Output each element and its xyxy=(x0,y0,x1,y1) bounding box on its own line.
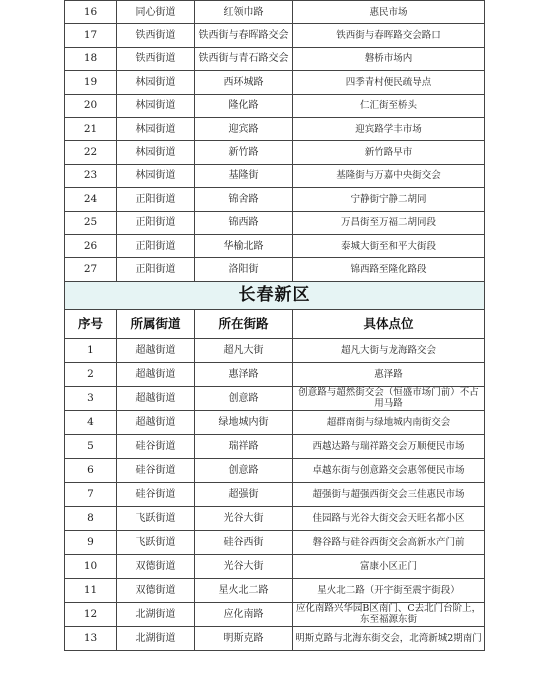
cell-location: 惠民市场 xyxy=(293,1,485,24)
cell-location: 磐谷路与硅谷西街交会高新水产门前 xyxy=(293,530,485,554)
cell-index: 12 xyxy=(65,602,117,626)
table-body-lower xyxy=(65,338,485,650)
cell-location: 泰城大街至和平大街段 xyxy=(293,234,485,257)
cell-street: 创意路 xyxy=(195,386,293,410)
cell-street: 应化南路 xyxy=(195,602,293,626)
cell-street: 惠泽路 xyxy=(195,362,293,386)
cell-location: 卓越东街与创意路交会惠邻便民市场 xyxy=(293,458,485,482)
cell-street: 光谷大街 xyxy=(195,506,293,530)
cell-location: 明斯克路与北海东街交会，北湾新城2期南门 xyxy=(293,626,485,650)
cell-street: 华榆北路 xyxy=(195,234,293,257)
cell-subdistrict: 正阳街道 xyxy=(117,234,195,257)
cell-street: 新竹路 xyxy=(195,141,293,164)
table-row xyxy=(65,506,485,530)
cell-location: 超凡大街与龙海路交会 xyxy=(293,338,485,362)
cell-subdistrict: 超越街道 xyxy=(117,362,195,386)
table-row xyxy=(65,24,485,47)
cell-index: 26 xyxy=(65,234,117,257)
table-row xyxy=(65,434,485,458)
header-subdistrict: 所属街道 xyxy=(117,309,195,338)
cell-location: 超群南街与绿地城内南街交会 xyxy=(293,410,485,434)
cell-location: 星火北二路（开宇街至震宇街段） xyxy=(293,578,485,602)
cell-index: 22 xyxy=(65,141,117,164)
cell-index: 7 xyxy=(65,482,117,506)
cell-location: 富康小区正门 xyxy=(293,554,485,578)
table-row xyxy=(65,554,485,578)
cell-subdistrict: 林园街道 xyxy=(117,94,195,117)
section-title: 长春新区 xyxy=(65,281,485,309)
cell-location: 宁静街宁静二胡同 xyxy=(293,188,485,211)
cell-subdistrict: 铁西街道 xyxy=(117,47,195,70)
cell-index: 3 xyxy=(65,386,117,410)
cell-street: 光谷大街 xyxy=(195,554,293,578)
cell-index: 24 xyxy=(65,188,117,211)
table-body-upper xyxy=(65,1,485,282)
table-row xyxy=(65,410,485,434)
cell-location: 基隆街与万嘉中央街交会 xyxy=(293,164,485,187)
cell-subdistrict: 正阳街道 xyxy=(117,188,195,211)
cell-location: 西越达路与瑞祥路交会万顺便民市场 xyxy=(293,434,485,458)
header-row xyxy=(65,309,485,338)
table-row xyxy=(65,602,485,626)
cell-subdistrict: 飞跃街道 xyxy=(117,506,195,530)
table-row xyxy=(65,141,485,164)
cell-index: 1 xyxy=(65,338,117,362)
cell-index: 27 xyxy=(65,258,117,281)
table-row xyxy=(65,626,485,650)
cell-subdistrict: 飞跃街道 xyxy=(117,530,195,554)
cell-street: 锦西路 xyxy=(195,211,293,234)
table-row xyxy=(65,578,485,602)
cell-subdistrict: 双德街道 xyxy=(117,578,195,602)
cell-subdistrict: 北湖街道 xyxy=(117,626,195,650)
cell-subdistrict: 硅谷街道 xyxy=(117,434,195,458)
cell-street: 绿地城内街 xyxy=(195,410,293,434)
cell-subdistrict: 超越街道 xyxy=(117,338,195,362)
table-row xyxy=(65,362,485,386)
cell-index: 8 xyxy=(65,506,117,530)
cell-location: 磐桥市场内 xyxy=(293,47,485,70)
cell-subdistrict: 北湖街道 xyxy=(117,602,195,626)
cell-location: 迎宾路学丰市场 xyxy=(293,117,485,140)
document-page xyxy=(64,0,484,651)
cell-street: 红领巾路 xyxy=(195,1,293,24)
cell-index: 19 xyxy=(65,71,117,94)
cell-index: 18 xyxy=(65,47,117,70)
cell-street: 洛阳街 xyxy=(195,258,293,281)
cell-subdistrict: 铁西街道 xyxy=(117,24,195,47)
cell-subdistrict: 林园街道 xyxy=(117,71,195,94)
table-row xyxy=(65,71,485,94)
cell-subdistrict: 正阳街道 xyxy=(117,211,195,234)
cell-index: 23 xyxy=(65,164,117,187)
cell-street: 迎宾路 xyxy=(195,117,293,140)
cell-subdistrict: 超越街道 xyxy=(117,410,195,434)
cell-index: 20 xyxy=(65,94,117,117)
cell-street: 创意路 xyxy=(195,458,293,482)
cell-location: 四季青村便民疏导点 xyxy=(293,71,485,94)
cell-location: 惠泽路 xyxy=(293,362,485,386)
table-row xyxy=(65,530,485,554)
section-block xyxy=(65,281,485,338)
cell-street: 明斯克路 xyxy=(195,626,293,650)
cell-subdistrict: 硅谷街道 xyxy=(117,458,195,482)
cell-location: 超强街与超强西街交会三佳惠民市场 xyxy=(293,482,485,506)
cell-index: 6 xyxy=(65,458,117,482)
cell-street: 超凡大街 xyxy=(195,338,293,362)
table-row xyxy=(65,234,485,257)
cell-location: 铁西街与春晖路交会路口 xyxy=(293,24,485,47)
cell-street: 基隆街 xyxy=(195,164,293,187)
cell-location: 新竹路早市 xyxy=(293,141,485,164)
cell-subdistrict: 超越街道 xyxy=(117,386,195,410)
cell-index: 11 xyxy=(65,578,117,602)
cell-location: 创意路与超然街交会（恒盛市场门前）不占用马路 xyxy=(293,386,485,410)
header-location: 具体点位 xyxy=(293,309,485,338)
cell-location: 应化南路兴华园B区南门、C去北门台阶上，东至福源东街 xyxy=(293,602,485,626)
cell-location: 佳园路与光谷大街交会天旺名都小区 xyxy=(293,506,485,530)
cell-subdistrict: 硅谷街道 xyxy=(117,482,195,506)
cell-index: 17 xyxy=(65,24,117,47)
cell-index: 13 xyxy=(65,626,117,650)
table-row xyxy=(65,188,485,211)
header-index: 序号 xyxy=(65,309,117,338)
cell-street: 铁西街与春晖路交会 xyxy=(195,24,293,47)
header-street: 所在街路 xyxy=(195,309,293,338)
cell-subdistrict: 林园街道 xyxy=(117,117,195,140)
cell-location: 万昌街至万福二胡同段 xyxy=(293,211,485,234)
cell-subdistrict: 林园街道 xyxy=(117,164,195,187)
cell-street: 超强街 xyxy=(195,482,293,506)
cell-street: 西环城路 xyxy=(195,71,293,94)
cell-street: 铁西街与青石路交会 xyxy=(195,47,293,70)
table-row xyxy=(65,211,485,234)
table-row xyxy=(65,164,485,187)
cell-index: 16 xyxy=(65,1,117,24)
cell-subdistrict: 林园街道 xyxy=(117,141,195,164)
section-row xyxy=(65,281,485,309)
cell-location: 仁汇街至桥头 xyxy=(293,94,485,117)
cell-street: 锦舍路 xyxy=(195,188,293,211)
cell-index: 2 xyxy=(65,362,117,386)
table-row xyxy=(65,338,485,362)
cell-street: 瑞祥路 xyxy=(195,434,293,458)
cell-index: 10 xyxy=(65,554,117,578)
cell-index: 21 xyxy=(65,117,117,140)
table-row xyxy=(65,47,485,70)
table-row xyxy=(65,482,485,506)
cell-street: 硅谷西街 xyxy=(195,530,293,554)
cell-index: 25 xyxy=(65,211,117,234)
cell-index: 9 xyxy=(65,530,117,554)
cell-location: 锦西路至隆化路段 xyxy=(293,258,485,281)
table-row xyxy=(65,94,485,117)
cell-index: 5 xyxy=(65,434,117,458)
market-points-table xyxy=(64,0,485,651)
cell-subdistrict: 同心街道 xyxy=(117,1,195,24)
cell-subdistrict: 正阳街道 xyxy=(117,258,195,281)
table-row xyxy=(65,1,485,24)
cell-street: 隆化路 xyxy=(195,94,293,117)
cell-street: 星火北二路 xyxy=(195,578,293,602)
table-row xyxy=(65,386,485,410)
table-row xyxy=(65,117,485,140)
table-row xyxy=(65,458,485,482)
cell-index: 4 xyxy=(65,410,117,434)
cell-subdistrict: 双德街道 xyxy=(117,554,195,578)
table-row xyxy=(65,258,485,281)
